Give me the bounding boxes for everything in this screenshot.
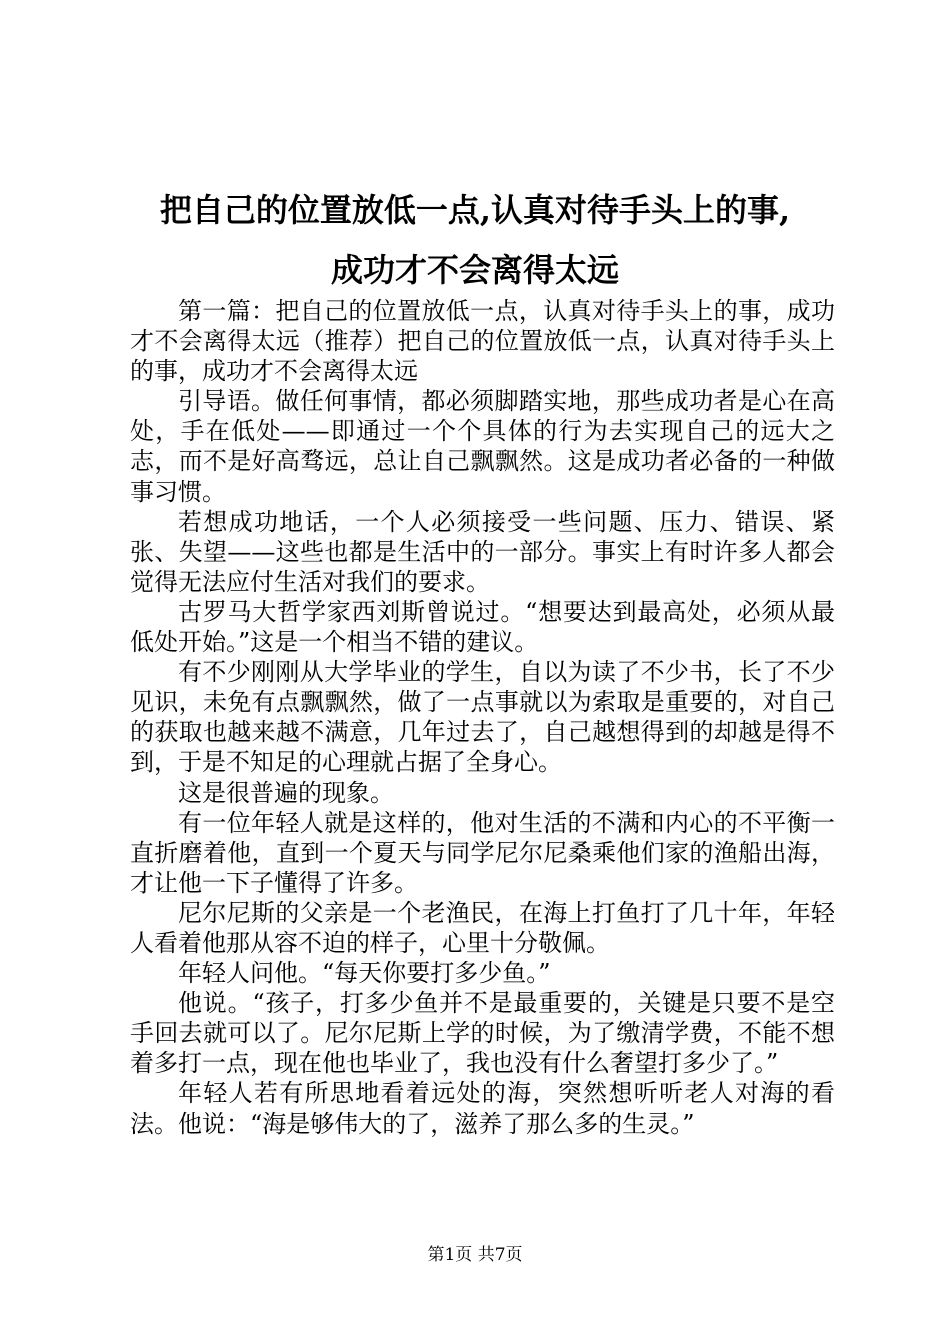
paragraph: 有一位年轻人就是这样的，他对生活的不满和内心的不平衡一直折磨着他，直到一个夏天与同学尼尔尼桑乘他们家的渔船出海，才让他一下子懂得了许多。 bbox=[130, 808, 835, 897]
paragraph: 若想成功地话，一个人必须接受一些问题、压力、错误、紧张、失望——这些也都是生活中的一部分。事实上有时许多人都会觉得无法应付生活对我们的要求。 bbox=[130, 507, 835, 596]
paragraph: 尼尔尼斯的父亲是一个老渔民，在海上打鱼打了几十年，年轻人看着他那从容不迫的样子，心里十分敬佩。 bbox=[130, 898, 835, 957]
paragraph: 年轻人若有所思地看着远处的海，突然想听听老人对海的看法。他说：“海是够伟大的了，滋养了那么多的生灵。” bbox=[130, 1079, 835, 1138]
document-title-line-2: 成功才不会离得太远 bbox=[330, 251, 619, 289]
document-body bbox=[130, 296, 835, 1139]
paragraph: 古罗马大哲学家西刘斯曾说过。“想要达到最高处，必须从最低处开始。”这是一个相当不错的建议。 bbox=[130, 597, 835, 657]
paragraph: 有不少刚刚从大学毕业的学生，自以为读了不少书，长了不少见识，未免有点飘飘然，做了一点事就以为索取是重要的，对自己的获取也越来越不满意，几年过去了，自己越想得到的却越是得不到，于是不知足的心理就占据了全身心。 bbox=[130, 658, 835, 777]
paragraph: 年轻人问他。“每天你要打多少鱼。” bbox=[178, 959, 551, 988]
page-number-footer: 第1页 共7页 bbox=[427, 1245, 523, 1265]
paragraph: 这是很普遍的现象。 bbox=[178, 778, 394, 807]
paragraph: 他说。“孩子，打多少鱼并不是最重要的，关键是只要不是空手回去就可以了。尼尔尼斯上学的时候，为了缴清学费，不能不想着多打一点，现在他也毕业了，我也没有什么奢望打多少了。” bbox=[130, 989, 835, 1078]
paragraph: 第一篇：把自己的位置放低一点，认真对待手头上的事，成功才不会离得太远（推荐）把自己的位置放低一点，认真对待手头上的事，成功才不会离得太远 bbox=[130, 297, 835, 386]
paragraph: 引导语。做任何事情，都必须脚踏实地，那些成功者是心在高处，手在低处——即通过一个个具体的行为去实现自己的远大之志，而不是好高骛远，总让自己飘飘然。这是成功者必备的一种做事习惯。 bbox=[130, 387, 835, 506]
document-title-line-1: 把自己的位置放低一点,认真对待手头上的事, bbox=[159, 191, 791, 229]
